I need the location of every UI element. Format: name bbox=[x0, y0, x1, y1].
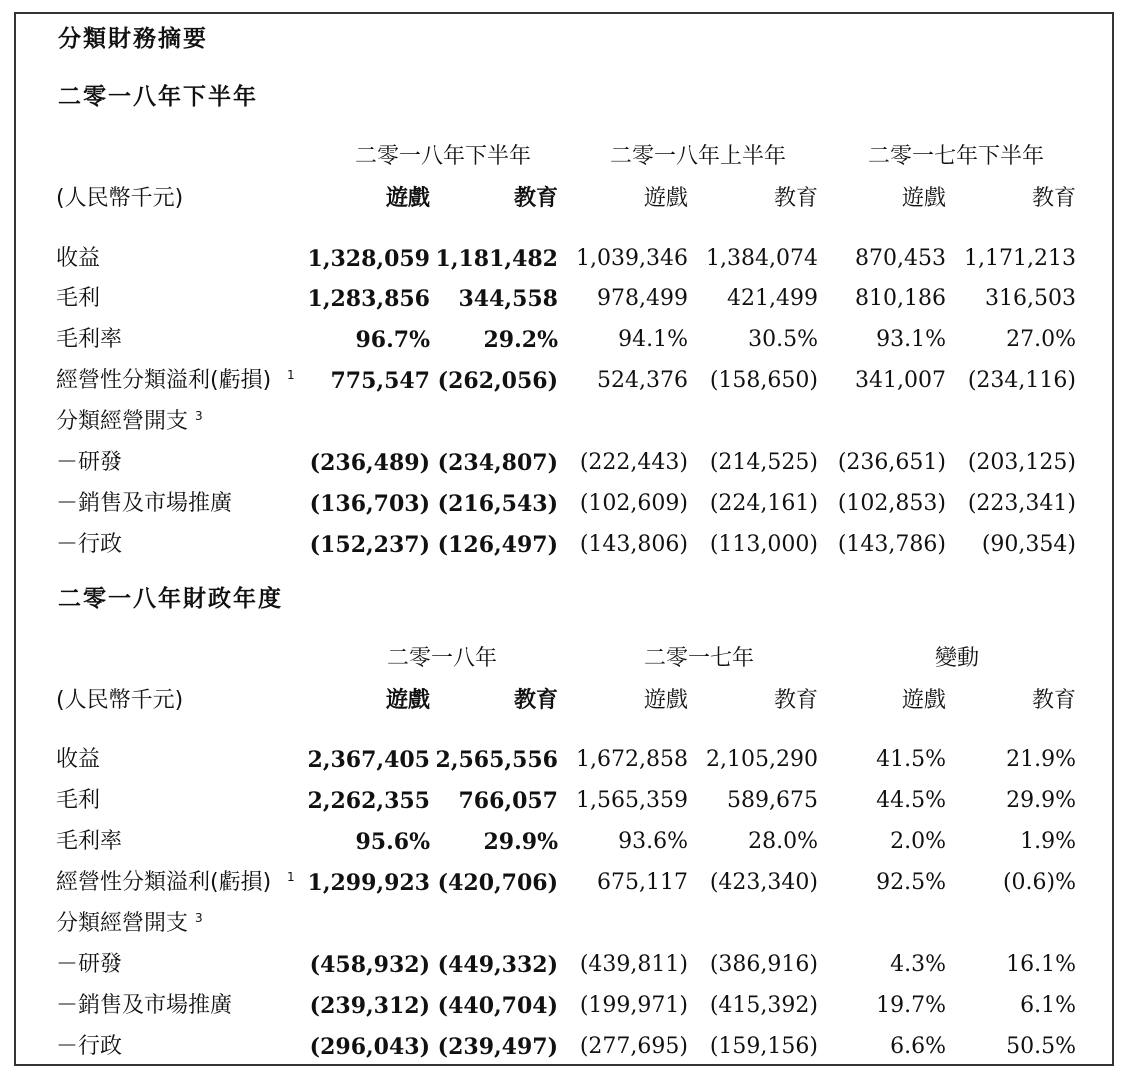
document-frame bbox=[14, 12, 1114, 1066]
table-cell: 589,675 bbox=[727, 788, 818, 813]
table-cell: (420,706) bbox=[437, 870, 558, 896]
table-cell: 1,039,346 bbox=[576, 246, 688, 271]
table-cell: (90,354) bbox=[981, 532, 1076, 557]
table-cell: (277,695) bbox=[579, 1034, 688, 1059]
currency-label: (人民幣千元) bbox=[56, 186, 184, 211]
table-cell: 1,171,213 bbox=[964, 246, 1076, 271]
table-cell: 1,672,858 bbox=[576, 747, 688, 772]
table-cell: 766,057 bbox=[458, 788, 558, 814]
table-cell: (239,497) bbox=[437, 1034, 558, 1060]
sub-header-education: 教育 bbox=[513, 688, 558, 713]
table-cell: 1,283,856 bbox=[307, 286, 430, 312]
table-cell: (113,000) bbox=[709, 532, 818, 557]
table-cell: (224,161) bbox=[709, 491, 818, 516]
table-cell: (152,237) bbox=[309, 532, 430, 558]
table-cell: 978,499 bbox=[597, 286, 688, 311]
table-cell: 28.0% bbox=[748, 829, 818, 854]
table-cell: 421,499 bbox=[727, 286, 818, 311]
row-label: 經營性分類溢利(虧損) bbox=[56, 368, 272, 393]
table-cell: (423,340) bbox=[709, 870, 818, 895]
row-label: －銷售及市場推廣 bbox=[56, 491, 233, 516]
table-cell: (296,043) bbox=[309, 1034, 430, 1060]
table-cell: (262,056) bbox=[437, 368, 558, 394]
row-label: 毛利率 bbox=[56, 829, 123, 854]
table-cell: 6.6% bbox=[890, 1034, 946, 1059]
table-cell: 96.7% bbox=[355, 327, 430, 353]
table-cell: 870,453 bbox=[855, 246, 946, 271]
table-cell: (222,443) bbox=[579, 450, 688, 475]
table-cell: 341,007 bbox=[855, 368, 946, 393]
row-label: －銷售及市場推廣 bbox=[56, 993, 233, 1018]
table-cell: 29.9% bbox=[483, 829, 558, 855]
table-cell: 6.1% bbox=[1020, 993, 1076, 1018]
table-cell: 2,105,290 bbox=[706, 747, 818, 772]
table-cell: (199,971) bbox=[579, 993, 688, 1018]
table-cell: 1,565,359 bbox=[576, 788, 688, 813]
table-cell: 1.9% bbox=[1020, 829, 1076, 854]
footnote-marker: 3 bbox=[195, 409, 203, 423]
table-cell: (223,341) bbox=[967, 491, 1076, 516]
row-label: 毛利率 bbox=[56, 327, 123, 352]
table-cell: 92.5% bbox=[876, 870, 946, 895]
table-cell: (203,125) bbox=[967, 450, 1076, 475]
table-cell: 775,547 bbox=[330, 368, 430, 394]
table-cell: 30.5% bbox=[748, 327, 818, 352]
footnote-marker: 1 bbox=[287, 870, 295, 884]
table-cell: 29.2% bbox=[483, 327, 558, 353]
table-cell: (143,786) bbox=[837, 532, 946, 557]
row-label: 收益 bbox=[56, 747, 101, 772]
table-cell: 524,376 bbox=[597, 368, 688, 393]
row-label: －行政 bbox=[56, 532, 123, 557]
table-cell: (159,156) bbox=[709, 1034, 818, 1059]
sub-header-games: 遊戲 bbox=[901, 688, 946, 713]
section-heading-fy-2018: 二零一八年財政年度 bbox=[58, 586, 283, 612]
table-cell: 95.6% bbox=[355, 829, 430, 855]
table-cell: (440,704) bbox=[437, 993, 558, 1019]
table-cell: 16.1% bbox=[1006, 952, 1076, 977]
table-cell: 1,299,923 bbox=[307, 870, 430, 896]
sub-header-education: 教育 bbox=[513, 186, 558, 211]
table-cell: 1,328,059 bbox=[307, 246, 430, 272]
sub-header-education: 教育 bbox=[1031, 186, 1076, 211]
table-cell: 44.5% bbox=[876, 788, 946, 813]
footnote-marker: 3 bbox=[195, 911, 203, 925]
group-header-h2-2018: 二零一八年下半年 bbox=[355, 144, 532, 169]
table-cell: (234,807) bbox=[437, 450, 558, 476]
footnote-marker: 1 bbox=[287, 368, 295, 382]
table-cell: (216,543) bbox=[437, 491, 558, 517]
table-cell: (143,806) bbox=[579, 532, 688, 557]
table-cell: (439,811) bbox=[579, 952, 688, 977]
table-cell: 344,558 bbox=[458, 286, 558, 312]
group-header-change: 變動 bbox=[935, 646, 980, 671]
table-cell: (236,651) bbox=[837, 450, 946, 475]
table-cell: 29.9% bbox=[1006, 788, 1076, 813]
table-cell: 675,117 bbox=[597, 870, 688, 895]
table-cell: (236,489) bbox=[309, 450, 430, 476]
row-label: 毛利 bbox=[56, 286, 101, 311]
table-cell: 316,503 bbox=[985, 286, 1076, 311]
table-cell: (239,312) bbox=[309, 993, 430, 1019]
table-cell: 2.0% bbox=[890, 829, 946, 854]
table-cell: (415,392) bbox=[709, 993, 818, 1018]
sub-header-games: 遊戲 bbox=[643, 186, 688, 211]
sub-header-games: 遊戲 bbox=[385, 688, 430, 713]
row-label: －研發 bbox=[56, 450, 123, 475]
table-cell: (458,932) bbox=[309, 952, 430, 978]
row-label: 分類經營開支 bbox=[56, 911, 189, 936]
table-cell: 93.1% bbox=[876, 327, 946, 352]
table-cell: 4.3% bbox=[890, 952, 946, 977]
row-label: －行政 bbox=[56, 1034, 123, 1059]
page-title: 分類財務摘要 bbox=[58, 26, 208, 52]
sub-header-games: 遊戲 bbox=[643, 688, 688, 713]
table-cell: 21.9% bbox=[1006, 747, 1076, 772]
table-cell: (126,497) bbox=[437, 532, 558, 558]
group-header-h2-2017: 二零一七年下半年 bbox=[868, 144, 1045, 169]
table-cell: (158,650) bbox=[709, 368, 818, 393]
table-cell: 93.6% bbox=[618, 829, 688, 854]
table-cell: 1,384,074 bbox=[706, 246, 818, 271]
section-heading-h2-2018: 二零一八年下半年 bbox=[58, 84, 258, 110]
table-cell: (449,332) bbox=[437, 952, 558, 978]
table-cell: 2,262,355 bbox=[307, 788, 430, 814]
table-cell: 94.1% bbox=[618, 327, 688, 352]
table-cell: 41.5% bbox=[876, 747, 946, 772]
group-header-2017: 二零一七年 bbox=[644, 646, 755, 671]
row-label: 收益 bbox=[56, 246, 101, 271]
table-cell: (214,525) bbox=[709, 450, 818, 475]
currency-label: (人民幣千元) bbox=[56, 688, 184, 713]
table-cell: (102,853) bbox=[837, 491, 946, 516]
table-cell: 2,367,405 bbox=[307, 747, 430, 773]
row-label: 毛利 bbox=[56, 788, 101, 813]
group-header-2018: 二零一八年 bbox=[387, 646, 498, 671]
sub-header-games: 遊戲 bbox=[385, 186, 430, 211]
group-header-h1-2018: 二零一八年上半年 bbox=[610, 144, 787, 169]
table-cell: 50.5% bbox=[1006, 1034, 1076, 1059]
sub-header-education: 教育 bbox=[773, 186, 818, 211]
table-cell: (102,609) bbox=[579, 491, 688, 516]
table-cell: (0.6)% bbox=[1002, 870, 1076, 895]
table-cell: 27.0% bbox=[1006, 327, 1076, 352]
row-label: 經營性分類溢利(虧損) bbox=[56, 870, 272, 895]
table-cell: (234,116) bbox=[967, 368, 1076, 393]
row-label: －研發 bbox=[56, 952, 123, 977]
sub-header-games: 遊戲 bbox=[901, 186, 946, 211]
table-cell: 1,181,482 bbox=[435, 246, 558, 272]
table-cell: 19.7% bbox=[876, 993, 946, 1018]
sub-header-education: 教育 bbox=[1031, 688, 1076, 713]
sub-header-education: 教育 bbox=[773, 688, 818, 713]
table-cell: 810,186 bbox=[855, 286, 946, 311]
table-cell: (136,703) bbox=[309, 491, 430, 517]
table-cell: (386,916) bbox=[709, 952, 818, 977]
table-cell: 2,565,556 bbox=[435, 747, 558, 773]
row-label: 分類經營開支 bbox=[56, 409, 189, 434]
